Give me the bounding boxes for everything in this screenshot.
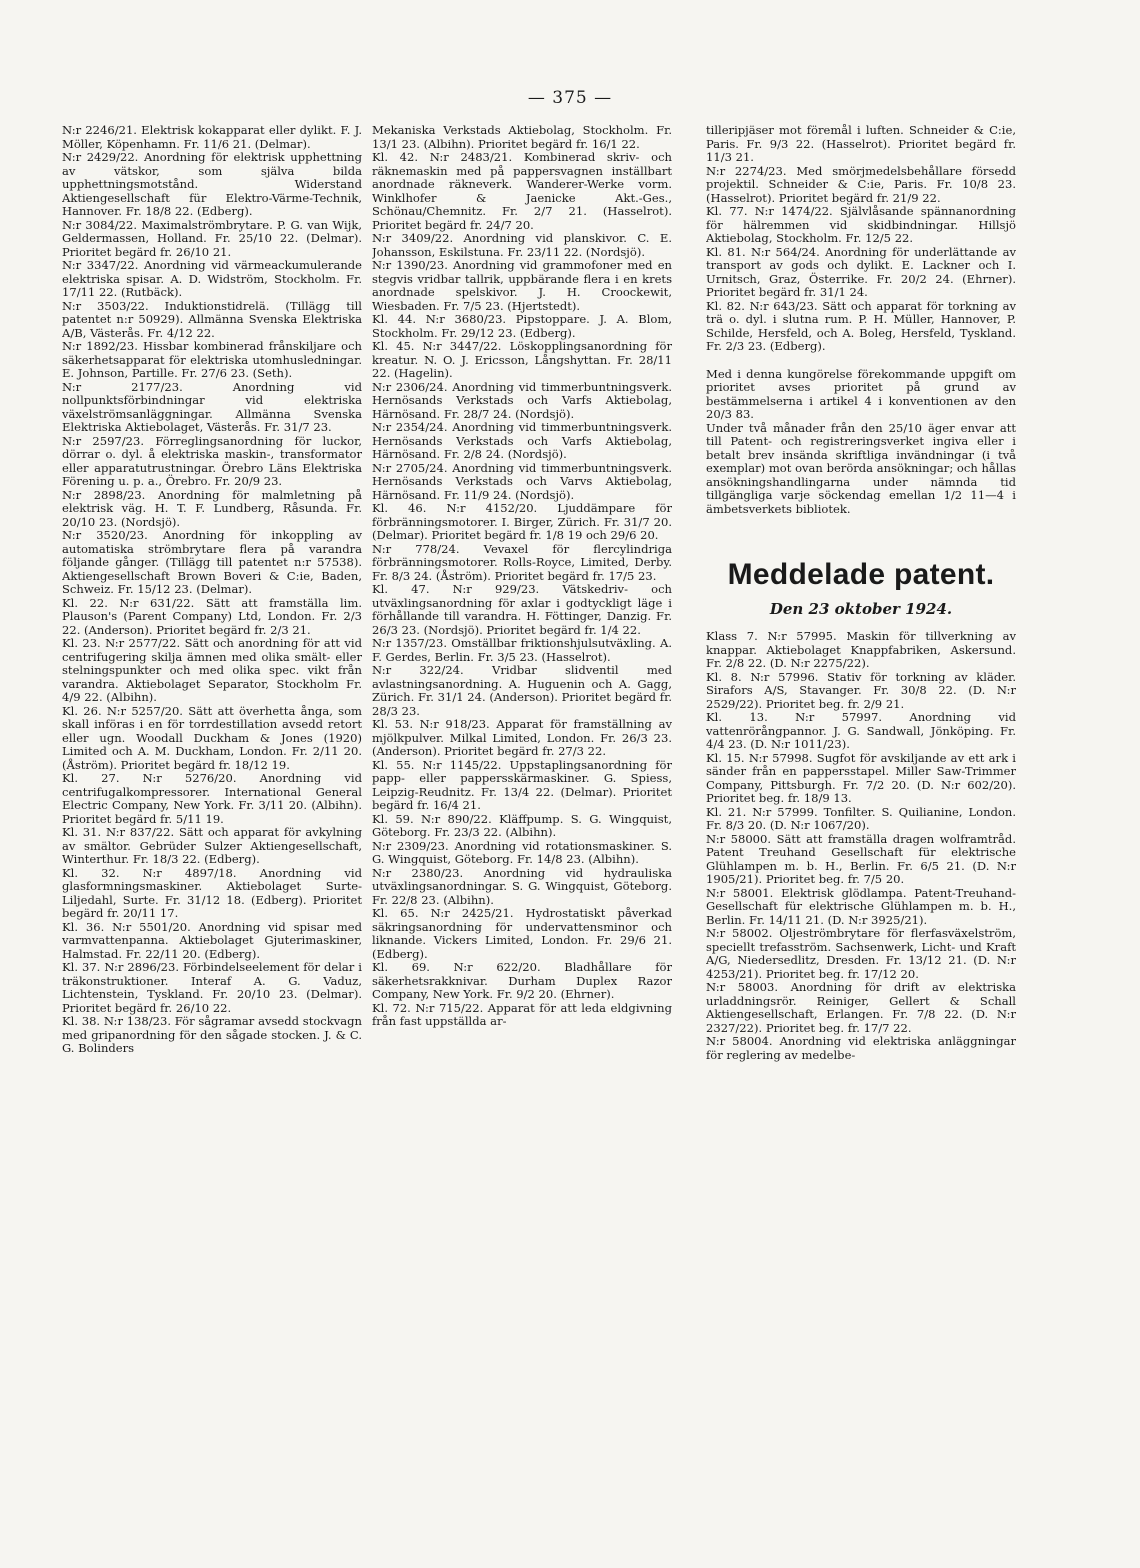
patent-entry: Kl. 31. N:r 837/22. Sätt och apparat för avkylning av smältor. Gebrüder Sulzer Aktiengesellschaft, Winterthur. Fr. 18/3 22. (Edberg).	[62, 825, 362, 866]
patent-entry: Mekaniska Verkstads Aktiebolag, Stockholm. Fr. 13/1 23. (Albihn). Prioritet begärd fr. 16/1 22.	[372, 124, 672, 151]
patent-entry: N:r 2354/24. Anordning vid timmerbuntningsverk. Hernösands Verkstads och Varfs Aktiebolag, Härnösand. Fr. 2/8 24. (Nordsjö).	[372, 420, 672, 461]
patent-entry: N:r 3084/22. Maximalströmbrytare. P. G. van Wijk, Geldermassen, Holland. Fr. 25/10 22. (Delmar). Prioritet begärd fr. 26/10 21.	[62, 217, 362, 259]
patent-entry: N:r 3520/23. Anordning för inkoppling av automatiska strömbrytare flera på varandra följande gånger. (Tillägg till patentet n:r 57538). Aktiengesellschaft Brown Boveri & C:ie, Baden, Schweiz. Fr. 15/12 23. (Delmar).	[62, 528, 362, 596]
patent-entry: N:r 1390/23. Anordning vid grammofoner med en stegvis vridbar tallrik, uppbärande flera i en krets anordnade spelskivor. J. H. Croockewit, Wiesbaden. Fr. 7/5 23. (Hjertstedt).	[372, 258, 672, 313]
patent-entry: N:r 2705/24. Anordning vid timmerbuntningsverk. Hernösands Verkstads och Varvs Aktiebolag, Härnösand. Fr. 11/9 24. (Nordsjö).	[372, 460, 672, 502]
patent-entry: N:r 3347/22. Anordning vid värmeackumulerande elektriska spisar. A. D. Widström, Stockholm. Fr. 17/11 22. (Rutbäck).	[62, 258, 362, 299]
section-title: Meddelade patent.	[727, 558, 995, 591]
patent-entry: Kl. 44. N:r 3680/23. Pipstoppare. J. A. Blom, Stockholm. Fr. 29/12 23. (Edberg).	[372, 312, 672, 340]
patent-entry: Kl. 37. N:r 2896/23. Förbindelseelement för delar i träkonstruktioner. Interaf A. G. Vaduz, Lichtenstein, Tyskland. Fr. 20/10 23. (Delmar). Prioritet begärd fr. 26/10 22.	[62, 960, 362, 1015]
patent-entry: N:r 2306/24. Anordning vid timmerbuntningsverk. Hernösands Verkstads och Varfs Aktiebolag, Härnösand. Fr. 28/7 24. (Nordsjö).	[372, 379, 672, 421]
granted-patent-entry: N:r 58003. Anordning för drift av elektriska urladdningsrör. Reiniger, Gellert & Schall Aktiengesellschaft, Erlangen. Fr. 7/8 22. (D. N:r 2327/22). Prioritet beg. fr. 17/7 22.	[706, 980, 1016, 1035]
patent-entry: N:r 1892/23. Hissbar kombinerad frånskiljare och säkerhetsapparat för elektriska utomhusledningar. E. Johnson, Partille. Fr. 27/6 23. (Seth).	[62, 339, 362, 380]
granted-patent-entry: Kl. 15. N:r 57998. Sugfot för avskiljande av ett ark i sänder från en pappersstapel. Miller Saw-Trimmer Company, Pittsburgh. Fr. 7/2 20. (D. N:r 602/20). Prioritet beg. fr. 18/9 13.	[706, 750, 1016, 805]
section-date: Den 23 oktober 1924.	[769, 600, 953, 618]
patent-entry: N:r 3503/22. Induktionstidrelä. (Tillägg till patentet n:r 50929). Allmänna Svenska Elektriska A/B, Västerås. Fr. 4/12 22.	[62, 298, 362, 340]
patent-entry: N:r 2429/22. Anordning för elektrisk upphettning av vätskor, som själva bilda upphettningsmotstånd. Widerstand Aktiengesellschaft für Elektro-Värme-Technik, Hannover. Fr. 18/8 22. (Edberg).	[62, 150, 362, 218]
text-column-1	[62, 124, 362, 1544]
patent-entry: Kl. 77. N:r 1474/22. Självlåsande spännanordning för hälremmen vid skidbindningar. Hillsjö Aktiebolag, Stockholm. Fr. 12/5 22.	[706, 204, 1016, 245]
patent-entry: Kl. 82. N:r 643/23. Sätt och apparat för torkning av trä o. dyl. i slutna rum. P. H. Müller, Hannover, P. Schilde, Hersfeld, och A. Boleg, Hersfeld, Tyskland. Fr. 2/3 23. (Edberg).	[706, 298, 1016, 353]
patent-entry: Kl. 47. N:r 929/23. Vätskedriv- och utväxlingsanordning för axlar i godtyckligt läge i förhållande till varandra. H. Föttinger, Danzig. Fr. 26/3 23. (Nordsjö). Prioritet begärd fr. 1/4 22.	[372, 582, 672, 637]
granted-patent-entry: N:r 58001. Elektrisk glödlampa. Patent-Treuhand-Gesellschaft für elektrische Glühlampen m. b. H., Berlin. Fr. 14/11 21. (D. N:r 3925/21).	[706, 885, 1016, 927]
patent-entry: Kl. 22. N:r 631/22. Sätt att framställa lim. Plauson's (Parent Company) Ltd, London. Fr. 2/3 22. (Anderson). Prioritet begärd fr. 2/3 21.	[62, 595, 362, 637]
patent-entry: Kl. 65. N:r 2425/21. Hydrostatiskt påverkad säkringsanordning för undervattensminor och liknande. Vickers Limited, London. Fr. 29/6 21. (Edberg).	[372, 906, 672, 961]
granted-patent-entry: Kl. 13. N:r 57997. Anordning vid vattenrörångpannor. J. G. Sandwall, Jönköping. Fr. 4/4 23. (D. N:r 1011/23).	[706, 710, 1016, 751]
patent-entry: N:r 2309/23. Anordning vid rotationsmaskiner. S. G. Wingquist, Göteborg. Fr. 14/8 23. (Albihn).	[372, 838, 672, 866]
patent-entry: Kl. 81. N:r 564/24. Anordning för underlättande av transport av gods och dylikt. E. Lackner och I. Urnitsch, Graz, Österrike. Fr. 20/2 24. (Ehrner). Prioritet begärd fr. 31/1 24.	[706, 244, 1016, 299]
patent-entry: N:r 2597/23. Förreglingsanordning för luckor, dörrar o. dyl. å elektriska maskin-, transformator eller apparatutrustningar. Örebro Läns Elektriska Förening u. p. a., Örebro. Fr. 20/9 23.	[62, 433, 362, 488]
granted-patent-entry: Kl. 21. N:r 57999. Tonfilter. S. Quilianine, London. Fr. 8/3 20. (D. N:r 1067/20).	[706, 804, 1016, 832]
granted-patent-entry: Klass 7. N:r 57995. Maskin för tillverkning av knappar. Aktiebolaget Knappfabriken, Askersund. Fr. 2/8 22. (D. N:r 2275/22).	[706, 629, 1016, 670]
patent-entry: Kl. 69. N:r 622/20. Bladhållare för säkerhetsrakknivar. Durham Duplex Razor Company, New York. Fr. 9/2 20. (Ehrner).	[372, 960, 672, 1001]
granted-patent-entry: N:r 58004. Anordning vid elektriska anläggningar för reglering av medelbe-	[706, 1034, 1016, 1062]
patent-entry: Kl. 23. N:r 2577/22. Sätt och anordning för att vid centrifugering skilja ämnen med olika smält- eller stelningspunkter och med olika spec. vikt från varandra. Aktiebolaget Separator, Stockholm Fr. 4/9 22. (Albihn).	[62, 636, 362, 704]
notice-paragraph: Med i denna kungörelse förekommande uppgift om prioritet avses prioritet på grund av bestämmelserna i artikel 4 i konventionen av den 20/3 83.	[706, 366, 1016, 421]
patent-entry: N:r 2274/23. Med smörjmedelsbehållare försedd projektil. Schneider & C:ie, Paris. Fr. 10/8 23. (Hasselrot). Prioritet begärd fr. 21/9 22.	[706, 163, 1016, 205]
granted-patent-entry: N:r 58002. Oljeströmbrytare för flerfasväxelström, speciellt trefasström. Sachsenwerk, Licht- und Kraft A/G, Niedersedlitz, Dresden. Fr. 13/12 21. (D. N:r 4253/21). Prioritet beg. fr. 17/12 20.	[706, 926, 1016, 981]
granted-patent-entry: Kl. 8. N:r 57996. Stativ för torkning av kläder. Sirafors A/S, Stavanger. Fr. 30/8 22. (D. N:r 2529/22). Prioritet beg. fr. 2/9 21.	[706, 669, 1016, 711]
notice-paragraph: Under två månader från den 25/10 äger envar att till Patent- och registreringsverket ingiva eller i betalt brev insända skriftliga invändningar (i två exemplar) mot ovan berörda ansökningar; och hållas ansökningshandlingarna under nämnda tid tillgängliga varje söckendag emellan 1/2 11—4 i ämbetsverkets bibliotek.	[706, 420, 1016, 516]
patent-entry: Kl. 27. N:r 5276/20. Anordning vid centrifugalkompressorer. International General Electric Company, New York. Fr. 3/11 20. (Albihn). Prioritet begärd fr. 5/11 19.	[62, 771, 362, 826]
patent-entry: N:r 322/24. Vridbar slidventil med avlastningsanordning. A. Huguenin och A. Gagg, Zürich. Fr. 31/1 24. (Anderson). Prioritet begärd fr. 28/3 23.	[372, 663, 672, 718]
patent-entry: N:r 1357/23. Omställbar friktionshjulsutväxling. A. F. Gerdes, Berlin. Fr. 3/5 23. (Hasselrot).	[372, 636, 672, 664]
patent-entry: N:r 778/24. Vevaxel för flercylindriga förbränningsmotorer. Rolls-Royce, Limited, Derby. Fr. 8/3 24. (Åström). Prioritet begärd fr. 17/5 23.	[372, 541, 672, 583]
patent-entry: Kl. 55. N:r 1145/22. Uppstaplingsanordning för papp- eller pappersskärmaskiner. G. Spiess, Leipzig-Reudnitz. Fr. 13/4 22. (Delmar). Prioritet begärd fr. 16/4 21.	[372, 757, 672, 812]
text-column-3	[706, 124, 1016, 1544]
patent-entry: Kl. 36. N:r 5501/20. Anordning vid spisar med varmvattenpanna. Aktiebolaget Gjuterimaskiner, Halmstad. Fr. 22/11 20. (Edberg).	[62, 919, 362, 961]
patent-entry: Kl. 53. N:r 918/23. Apparat för framställning av mjölkpulver. Milkal Limited, London. Fr. 26/3 23. (Anderson). Prioritet begärd fr. 27/3 22.	[372, 717, 672, 758]
patent-entry: N:r 2177/23. Anordning vid nollpunktsförbindningar vid elektriska växelströmsanläggningar. Allmänna Svenska Elektriska Aktiebolaget, Västerås. Fr. 31/7 23.	[62, 379, 362, 434]
text-column-2	[372, 124, 672, 1544]
patent-entry: Kl. 59. N:r 890/22. Kläffpump. S. G. Wingquist, Göteborg. Fr. 23/3 22. (Albihn).	[372, 811, 672, 839]
patent-entry: Kl. 46. N:r 4152/20. Ljuddämpare för förbränningsmotorer. I. Birger, Zürich. Fr. 31/7 20. (Delmar). Prioritet begärd fr. 1/8 19 och 29/6 20.	[372, 501, 672, 542]
patent-entry: N:r 3409/22. Anordning vid planskivor. C. E. Johansson, Eskilstuna. Fr. 23/11 22. (Nordsjö).	[372, 231, 672, 259]
patent-entry: N:r 2380/23. Anordning vid hydrauliska utväxlingsanordningar. S. G. Wingquist, Göteborg. Fr. 22/8 23. (Albihn).	[372, 865, 672, 907]
patent-entry: Kl. 32. N:r 4897/18. Anordning vid glasformningsmaskiner. Aktiebolaget Surte-Liljedahl, Surte. Fr. 31/12 18. (Edberg). Prioritet begärd fr. 20/11 17.	[62, 865, 362, 920]
patent-entry: Kl. 45. N:r 3447/22. Löskopplingsanordning för kreatur. N. O. J. Ericsson, Långshyttan. Fr. 28/11 22. (Hagelin).	[372, 339, 672, 380]
patent-entry: Kl. 72. N:r 715/22. Apparat för att leda eldgivning från fast uppställda ar-	[372, 1000, 672, 1028]
patent-entry: tilleripjäser mot föremål i luften. Schneider & C:ie, Paris. Fr. 9/3 22. (Hasselrot). Prioritet begärd fr. 11/3 21.	[706, 124, 1016, 164]
granted-patent-entry: N:r 58000. Sätt att framställa dragen wolframtråd. Patent Treuhand Gesellschaft für elektrische Glühlampen m. b. H., Berlin. Fr. 6/5 21. (D. N:r 1905/21). Prioritet beg. fr. 7/5 20.	[706, 831, 1016, 886]
patent-entry: N:r 2246/21. Elektrisk kokapparat eller dylikt. F. J. Möller, Köpenhamn. Fr. 11/6 21. (Delmar).	[62, 124, 362, 151]
patent-entry: Kl. 26. N:r 5257/20. Sätt att överhetta ånga, som skall införas i en för torrdestillation avsedd retort eller ugn. Woodall Duckham & Jones (1920) Limited och A. M. Duckham, London. Fr. 2/11 20. (Åström). Prioritet begärd fr. 18/12 19.	[62, 703, 362, 772]
patent-entry: Kl. 42. N:r 2483/21. Kombinerad skriv- och räknemaskin med på pappersvagnen inställbart anordnade räkneverk. Wanderer-Werke vorm. Winklhofer & Jaenicke Akt.-Ges., Schönau/Chemnitz. Fr. 2/7 21. (Hasselrot). Prioritet begärd fr. 24/7 20.	[372, 150, 672, 232]
patent-entry: N:r 2898/23. Anordning för malmletning på elektrisk väg. H. T. F. Lundberg, Råsunda. Fr. 20/10 23. (Nordsjö).	[62, 487, 362, 529]
page-number: — 375 —	[527, 88, 613, 108]
patent-entry: Kl. 38. N:r 138/23. För sågramar avsedd stockvagn med gripanordning för den sågade stocken. J. & C. G. Bolinders	[62, 1014, 362, 1055]
